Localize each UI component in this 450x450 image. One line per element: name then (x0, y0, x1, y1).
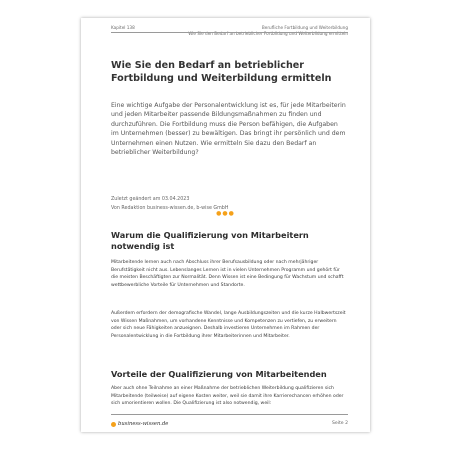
header-section-line1: Berufliche Fortbildung und Weiterbildung (261, 25, 348, 30)
page-number: Seite 2 (331, 421, 348, 426)
section-paragraph: Mitarbeitende lernen auch nach Abschluss ihrer Berufsausbildung oder nach mehrjähriger Berufstätigkeit nicht aus. Lebenslanges Lernen ist in vielen Unternehmen Programm und gehört für die meisten Beschäftigten zur Normalität. Denn Wissen ist eine Bedingung für Wachstum und schafft wettbewerbliche Vorteile für Unternehmen und Standorte. (111, 260, 344, 289)
section-paragraph: Aber auch ohne Teilnahme an einer Maßnahme der betrieblichen Weiterbildung qualifizieren sich Mitarbeitende (teilweise) auf eigene Kosten weiter, weil sie damit ihre Karrierechancen erhöhen oder sich umorientieren wollen. Die Qualifizierung ist also notwendig, weil: (111, 386, 344, 407)
updated-date: Zuletzt geändert am 03.04.2023 (111, 197, 190, 202)
footer-logo (111, 421, 168, 427)
author-line: Von Redaktion business-wissen.de, b-wise GmbH (111, 205, 229, 211)
header-section-line2: Wie Sie den Bedarf an betrieblicher Fortbildung und Weiterbildung ermitteln (188, 30, 348, 36)
logo-dot-icon (111, 422, 116, 427)
document-page (81, 18, 370, 432)
article-intro: Eine wichtige Aufgabe der Personalentwicklung ist es, für jede Mitarbeiterin und jeden Mitarbeiter passende Bildungsmaßnahmen zu finden und durchzuführen. Die Fortbildung muss die Person befähigen, die Aufgaben im Unternehmen (besser) zu bewältigen. Das bringt ihr persönlich und dem Unternehmen einen Nutzen. Wie ermitteln Sie dazu den Bedarf an betrieblicher Weiterbildung? (111, 102, 346, 157)
section-heading: Vorteile der Qualifizierung von Mitarbeitenden (111, 369, 327, 379)
section-separator: ●●● (216, 210, 235, 217)
section-paragraph: Außerdem erfordern der demografische Wandel, lange Ausbildungszeiten und die kurze Halbwertszeit von Wissen Maßnahmen, um vorhandene Kenntnisse und Kompetenzen zu vertiefen, zu erweitern oder sich neue Fähigkeiten anzueignen. Deshalb investieren Unternehmen im Rahmen der Personalentwicklung in die Fortbildung ihrer Mitarbeiterinnen und Mitarbeiter. (111, 311, 346, 340)
footer-divider (111, 414, 348, 415)
section-heading: Warum die Qualifizierung von Mitarbeitern notwendig ist (111, 230, 309, 251)
header-divider (111, 32, 348, 33)
logo-text: business-wissen.de (118, 421, 169, 427)
header-chapter: Kapitel 138 (111, 25, 135, 30)
article-title: Wie Sie den Bedarf an betrieblicher Fortbildung und Weiterbildung ermitteln (111, 60, 332, 84)
